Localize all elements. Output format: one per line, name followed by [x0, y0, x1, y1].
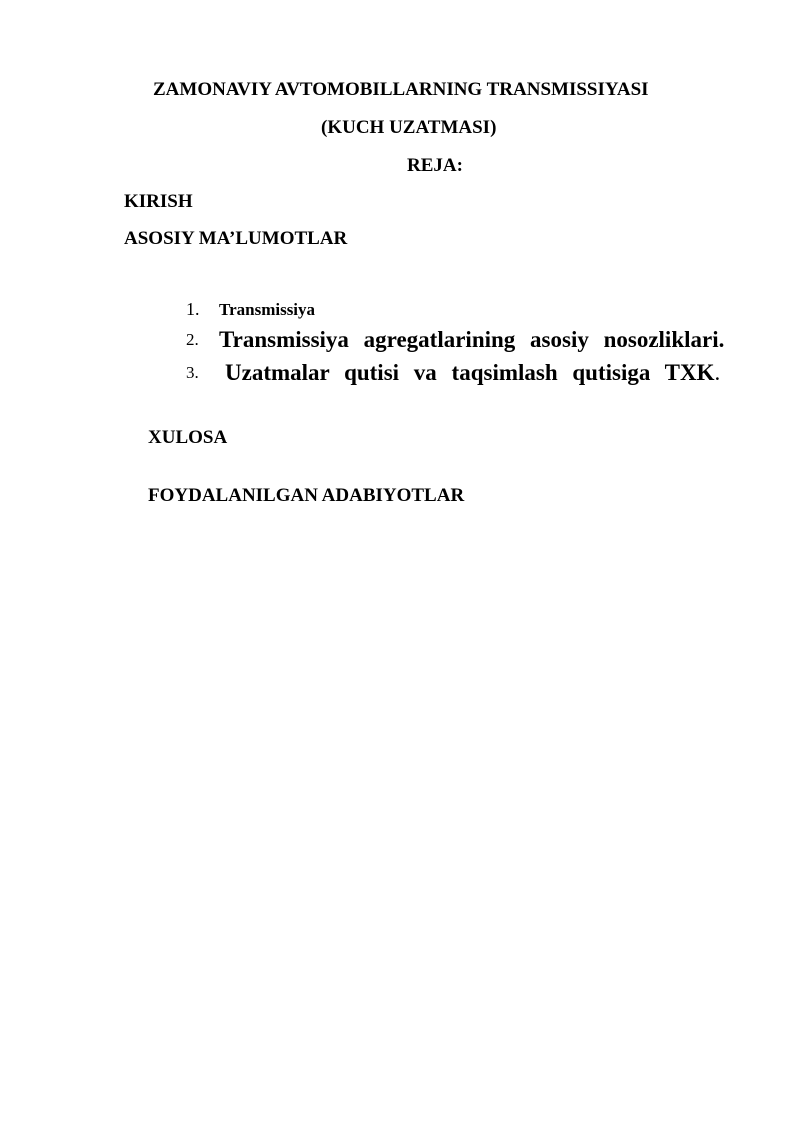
section-intro: KIRISH: [124, 191, 193, 212]
list-item-text: Transmissiya: [219, 300, 316, 319]
section-conclusion: XULOSA: [148, 427, 228, 448]
list-item-text: Transmissiya agregatlarining asosiy nosozliklari.: [219, 327, 725, 352]
list-item-text: Uzatmalar qutisi va taqsimlash qutisiga TXK.: [225, 360, 721, 385]
list-item-number: 3.: [186, 363, 199, 382]
list-item-number: 1.: [186, 299, 200, 319]
document-title-line2: (KUCH UZATMASI): [321, 117, 497, 138]
document-title-line1: ZAMONAVIY AVTOMOBILLARNING TRANSMISSIYASI: [153, 79, 649, 100]
section-references: FOYDALANILGAN ADABIYOTLAR: [148, 485, 465, 506]
section-main-info: ASOSIY MA’LUMOTLAR: [124, 228, 348, 249]
list-item-number: 2.: [186, 330, 199, 349]
plan-label: REJA:: [407, 155, 463, 176]
